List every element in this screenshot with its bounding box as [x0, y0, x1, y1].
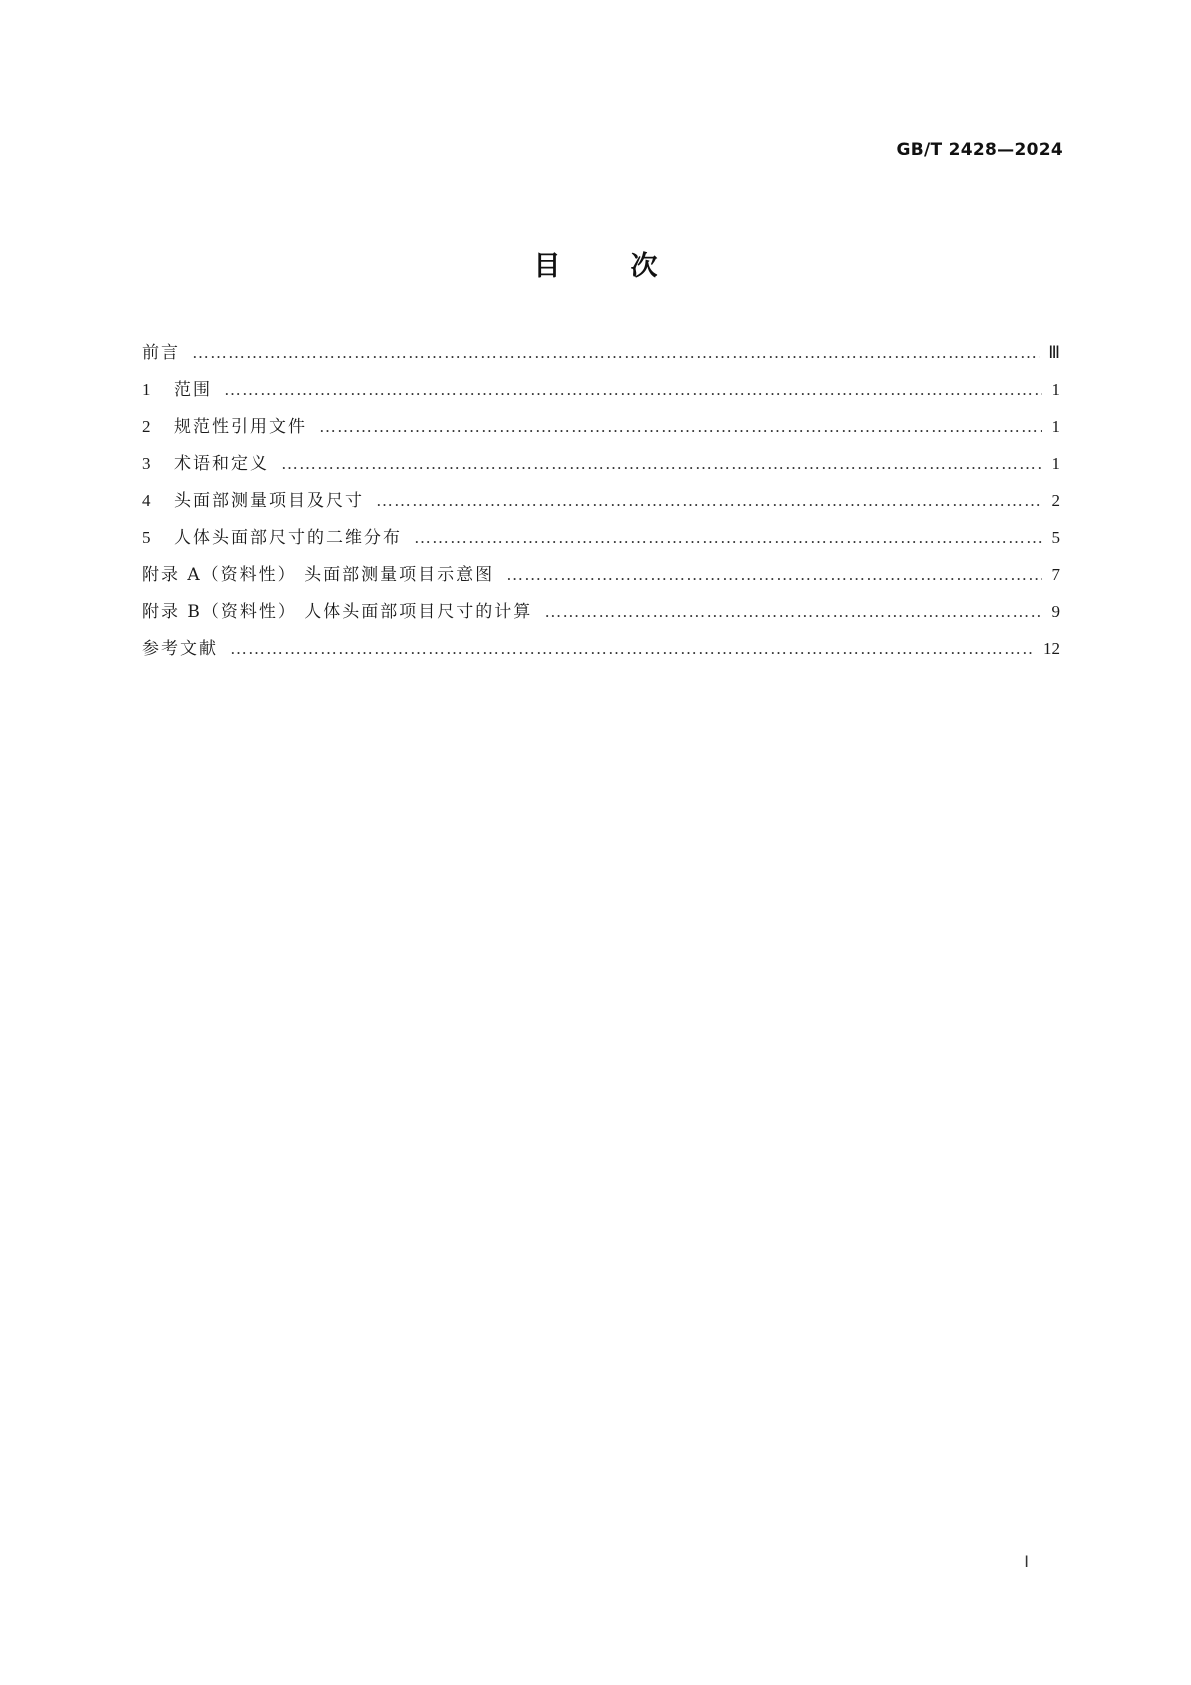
toc-page-number: 1: [1051, 454, 1060, 473]
toc-label: 术语和定义: [174, 454, 269, 474]
toc-label: 范围: [174, 380, 212, 400]
toc-number: 5: [142, 528, 151, 547]
toc-leader-dots: [281, 454, 1042, 474]
toc-leader-dots: [319, 417, 1042, 437]
toc-page-number: 5: [1051, 528, 1060, 547]
toc-page-number: 12: [1043, 639, 1060, 658]
toc-entry-appendix-a[interactable]: [142, 560, 1060, 597]
toc-page-number: 9: [1051, 602, 1060, 621]
toc-page-number: 1: [1051, 380, 1060, 399]
standard-code: GB/T 2428—2024: [896, 140, 1063, 160]
page-title: 目次: [533, 251, 728, 282]
toc-number: 1: [142, 380, 151, 399]
toc-label: 规范性引用文件: [174, 417, 307, 437]
toc-number: 3: [142, 454, 151, 473]
toc-entry-terms-definitions[interactable]: [142, 449, 1060, 486]
toc-entry-foreword[interactable]: [142, 338, 1060, 375]
toc-entry-normative-references[interactable]: [142, 412, 1060, 449]
toc-number: 2: [142, 417, 151, 436]
toc-page-number: 2: [1051, 491, 1060, 510]
toc-leader-dots: [506, 565, 1042, 585]
toc-leader-dots: [414, 528, 1042, 548]
toc-leader-dots: [230, 639, 1035, 659]
toc-leader-dots: [224, 380, 1042, 400]
toc-leader-dots: [544, 602, 1042, 622]
toc-page-number: 7: [1051, 565, 1060, 584]
toc-entry-measurement-items[interactable]: [142, 486, 1060, 523]
toc-label: 附录 A（资料性） 头面部测量项目示意图: [142, 565, 495, 585]
toc-page-number: Ⅲ: [1048, 343, 1060, 362]
toc-leader-dots: [376, 491, 1042, 511]
table-of-contents: [142, 338, 1060, 671]
footer-page-number: Ⅰ: [1024, 1554, 1029, 1571]
toc-page-number: 1: [1051, 417, 1060, 436]
toc-number: 4: [142, 491, 151, 510]
toc-label: 参考文献: [142, 639, 218, 659]
toc-label: 人体头面部尺寸的二维分布: [174, 528, 402, 548]
toc-entry-scope[interactable]: [142, 375, 1060, 412]
toc-leader-dots: [192, 343, 1040, 363]
toc-label: 附录 B（资料性） 人体头面部项目尺寸的计算: [142, 602, 533, 622]
toc-entry-appendix-b[interactable]: [142, 597, 1060, 634]
toc-entry-bibliography[interactable]: [142, 634, 1060, 671]
toc-label: 头面部测量项目及尺寸: [174, 491, 364, 511]
toc-label: 前言: [142, 343, 180, 363]
toc-entry-2d-distribution[interactable]: [142, 523, 1060, 560]
